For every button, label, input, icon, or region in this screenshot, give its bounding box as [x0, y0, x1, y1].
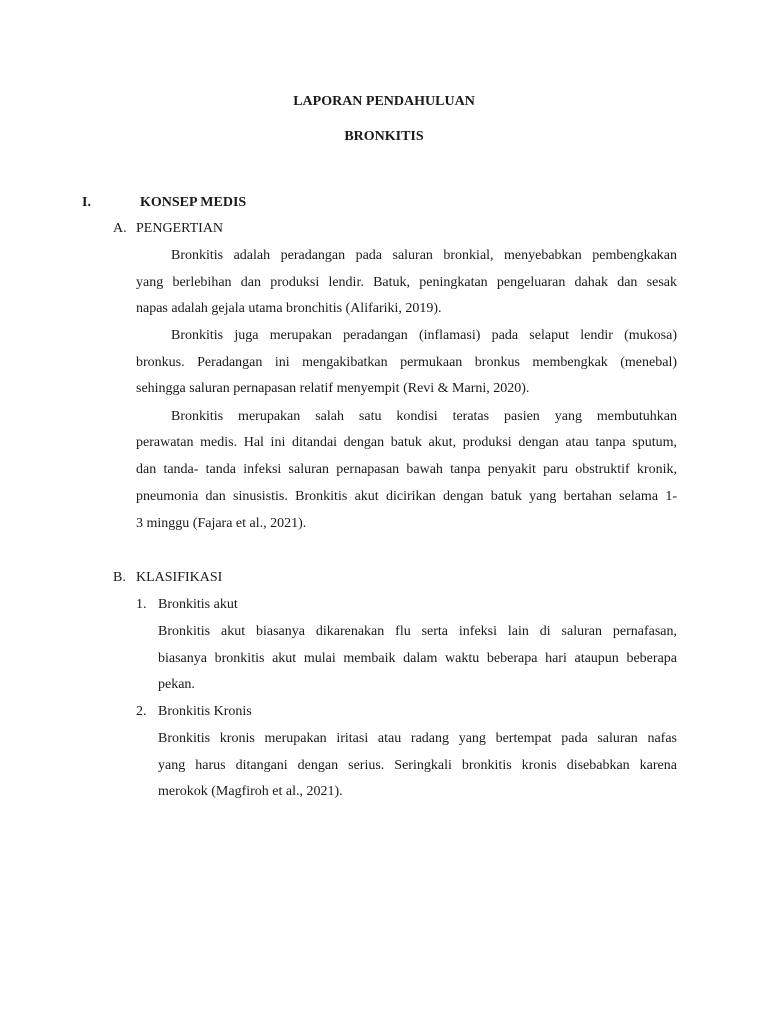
paragraph-line: dan tanda- tanda infeksi saluran pernapasan bawah tanpa penyakit paru obstruktif kronik, — [136, 462, 677, 477]
list-item-line: biasanya bronkitis akut mulai membaik dalam waktu beberapa hari ataupun beberapa — [158, 651, 677, 666]
paragraph-line: 3 minggu (Fajara et al., 2021). — [136, 516, 307, 531]
subsection-a-label: A. — [113, 221, 127, 236]
subsection-a-heading: PENGERTIAN — [136, 221, 224, 236]
paragraph-line: Bronkitis merupakan salah satu kondisi teratas pasien yang membutuhkan — [171, 409, 677, 424]
section-heading: KONSEP MEDIS — [140, 195, 247, 210]
list-item-line: Bronkitis akut biasanya dikarenakan flu serta infeksi lain di saluran pernafasan, — [158, 624, 677, 639]
list-item-line: merokok (Magfiroh et al., 2021). — [158, 784, 343, 799]
paragraph-line: Bronkitis adalah peradangan pada saluran bronkial, menyebabkan pembengkakan — [171, 248, 677, 263]
list-item-line: pekan. — [158, 677, 195, 692]
paragraph-line: sehingga saluran pernapasan relatif menyempit (Revi & Marni, 2020). — [136, 381, 530, 396]
subsection-b-heading: KLASIFIKASI — [136, 570, 223, 585]
document-title: LAPORAN PENDAHULUAN — [293, 94, 475, 109]
list-item-number: 2. — [136, 704, 147, 719]
paragraph-line: bronkus. Peradangan ini mengakibatkan permukaan bronkus membengkak (menebal) — [136, 355, 677, 370]
list-item-line: yang harus ditangani dengan serius. Seringkali bronkitis kronis disebabkan karena — [158, 758, 677, 773]
paragraph-line: perawatan medis. Hal ini ditandai dengan batuk akut, produksi dengan atau tanpa sputum, — [136, 435, 677, 450]
paragraph-line: Bronkitis juga merupakan peradangan (inflamasi) pada selaput lendir (mukosa) — [171, 328, 677, 343]
paragraph-line: yang berlebihan dan produksi lendir. Batuk, peningkatan pengeluaran dahak dan sesak — [136, 275, 677, 290]
paragraph-line: pneumonia dan sinusistis. Bronkitis akut dicirikan dengan batuk yang bertahan selama 1- — [136, 489, 677, 504]
list-item-line: Bronkitis kronis merupakan iritasi atau radang yang bertempat pada saluran nafas — [158, 731, 677, 746]
list-item-number: 1. — [136, 597, 147, 612]
subsection-b-label: B. — [113, 570, 126, 585]
document-subtitle: BRONKITIS — [344, 129, 424, 144]
paragraph-line: napas adalah gejala utama bronchitis (Alifariki, 2019). — [136, 301, 442, 316]
list-item-title: Bronkitis Kronis — [158, 704, 252, 719]
list-item-title: Bronkitis akut — [158, 597, 238, 612]
section-number: I. — [82, 195, 91, 210]
